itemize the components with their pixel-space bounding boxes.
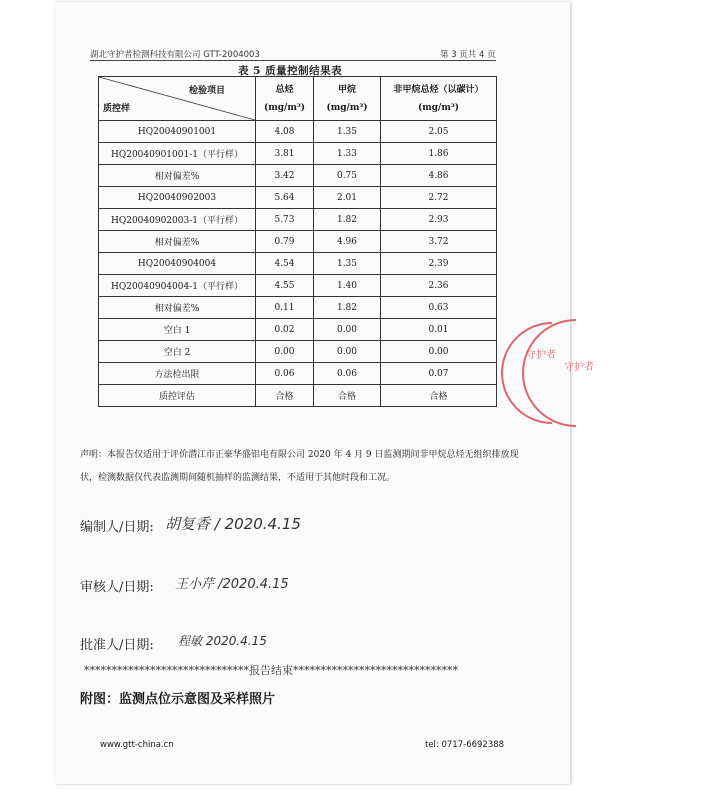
footer-tel: tel: 0717-6692388 bbox=[425, 740, 505, 750]
cell-nmhc: 3.72 bbox=[381, 231, 497, 253]
table-row bbox=[99, 275, 497, 297]
cell-total-hydrocarbon: 4.08 bbox=[256, 121, 314, 143]
cell-methane: 0.75 bbox=[314, 165, 381, 187]
cell-methane: 1.33 bbox=[314, 143, 381, 165]
row-label: 相对偏差% bbox=[99, 297, 256, 319]
header-divider bbox=[90, 60, 496, 61]
attachment-caption: 附图：监测点位示意图及采样照片 bbox=[80, 692, 276, 707]
col-header-unit: (mg/m³) bbox=[417, 102, 460, 113]
seal-stamp-right bbox=[556, 318, 594, 428]
seal-text: 守护者 bbox=[526, 350, 556, 361]
col-header-nmhc bbox=[381, 77, 497, 121]
cell-nmhc: 1.86 bbox=[381, 143, 497, 165]
row-label: HQ20040902003-1（平行样） bbox=[99, 209, 256, 231]
statement-paragraph: 声明：本报告仅适用于评价潜江市正豪华盛铝电有限公司 2020 年 4 月 9 日监测期间非甲烷总烃无组织排放现状，检测数据仅代表监测期间随机抽样的监测结果，不适用于其他时段和工况。 bbox=[80, 450, 519, 483]
table-row bbox=[99, 341, 497, 363]
col-header-name: 甲烷 bbox=[337, 84, 356, 95]
cell-nmhc: 2.93 bbox=[381, 209, 497, 231]
diag-bottom-label: 质控样 bbox=[103, 104, 131, 114]
cell-nmhc: 2.36 bbox=[381, 275, 497, 297]
cell-total-hydrocarbon: 3.81 bbox=[256, 143, 314, 165]
col-header-name: 非甲烷总烃（以碳计） bbox=[393, 84, 484, 95]
table-row bbox=[99, 297, 497, 319]
cell-methane: 0.00 bbox=[314, 341, 381, 363]
cell-nmhc: 合格 bbox=[381, 385, 497, 407]
cell-total-hydrocarbon: 5.73 bbox=[256, 209, 314, 231]
header-company-code: 湖北守护者检测科技有限公司 GTT-2004003 bbox=[90, 50, 260, 60]
col-header-name: 总烃 bbox=[275, 84, 294, 95]
row-label: 空白 1 bbox=[99, 319, 256, 341]
cell-nmhc: 4.86 bbox=[381, 165, 497, 187]
col-header-total-hydrocarbon bbox=[256, 77, 314, 121]
approver-signature: 程敏 2020.4.15 bbox=[178, 634, 267, 648]
cell-nmhc: 0.63 bbox=[381, 297, 497, 319]
cell-methane: 合格 bbox=[314, 385, 381, 407]
col-header-methane bbox=[314, 77, 381, 121]
row-label: HQ20040904004-1（平行样） bbox=[99, 275, 256, 297]
row-label: HQ20040902003 bbox=[99, 187, 256, 209]
reviewer-signature: 王小芹 /2020.4.15 bbox=[175, 577, 289, 592]
row-label: 质控评估 bbox=[99, 385, 256, 407]
table-row bbox=[99, 143, 497, 165]
cell-total-hydrocarbon: 0.06 bbox=[256, 363, 314, 385]
table-row bbox=[99, 319, 497, 341]
cell-total-hydrocarbon: 0.02 bbox=[256, 319, 314, 341]
table-row bbox=[99, 253, 497, 275]
cell-nmhc: 0.07 bbox=[381, 363, 497, 385]
cell-total-hydrocarbon: 0.11 bbox=[256, 297, 314, 319]
header-page-info: 第 3 页共 4 页 bbox=[440, 50, 496, 60]
row-label: 空白 2 bbox=[99, 341, 256, 363]
table-title: 表 5 质量控制结果表 bbox=[238, 65, 343, 77]
compiler-label: 编制人/日期: bbox=[80, 520, 154, 535]
row-label: HQ20040901001 bbox=[99, 121, 256, 143]
row-label: 相对偏差% bbox=[99, 231, 256, 253]
cell-methane: 0.00 bbox=[314, 319, 381, 341]
cell-methane: 4.96 bbox=[314, 231, 381, 253]
reviewer-label: 审核人/日期: bbox=[80, 580, 154, 595]
row-label: 相对偏差% bbox=[99, 165, 256, 187]
table-header-row bbox=[99, 77, 497, 121]
cell-total-hydrocarbon: 0.79 bbox=[256, 231, 314, 253]
cell-total-hydrocarbon: 合格 bbox=[256, 385, 314, 407]
diag-top-label: 检验项目 bbox=[188, 86, 225, 96]
cell-nmhc: 2.05 bbox=[381, 121, 497, 143]
table-row bbox=[99, 363, 497, 385]
cell-methane: 1.35 bbox=[314, 253, 381, 275]
cell-nmhc: 0.00 bbox=[381, 341, 497, 363]
cell-total-hydrocarbon: 4.54 bbox=[256, 253, 314, 275]
cell-nmhc: 0.01 bbox=[381, 319, 497, 341]
cell-total-hydrocarbon: 0.00 bbox=[256, 341, 314, 363]
table-row bbox=[99, 187, 497, 209]
cell-total-hydrocarbon: 4.55 bbox=[256, 275, 314, 297]
row-label: HQ20040904004 bbox=[99, 253, 256, 275]
qc-results-table bbox=[98, 76, 497, 407]
table-row bbox=[99, 165, 497, 187]
col-header-unit: (mg/m³) bbox=[326, 102, 368, 113]
footer-website: www.gtt-china.cn bbox=[100, 740, 174, 750]
table-row bbox=[99, 121, 497, 143]
compiler-signature: 胡复香 / 2020.4.15 bbox=[165, 515, 301, 533]
table-row bbox=[99, 231, 497, 253]
cell-methane: 1.40 bbox=[314, 275, 381, 297]
cell-nmhc: 2.39 bbox=[381, 253, 497, 275]
cell-total-hydrocarbon: 5.64 bbox=[256, 187, 314, 209]
cell-total-hydrocarbon: 3.42 bbox=[256, 165, 314, 187]
row-label: 方法检出限 bbox=[99, 363, 256, 385]
diagonal-header-cell bbox=[99, 77, 256, 121]
seal-text: 守护者 bbox=[564, 362, 594, 373]
seal-stamp-left bbox=[512, 318, 556, 428]
cell-methane: 1.82 bbox=[314, 297, 381, 319]
approver-label: 批准人/日期: bbox=[80, 638, 154, 653]
cell-methane: 1.35 bbox=[314, 121, 381, 143]
cell-methane: 0.06 bbox=[314, 363, 381, 385]
row-label: HQ20040901001-1（平行样） bbox=[99, 143, 256, 165]
report-end-mark: ******************************报告结束****************************** bbox=[84, 664, 458, 677]
cell-methane: 1.82 bbox=[314, 209, 381, 231]
cell-nmhc: 2.72 bbox=[381, 187, 497, 209]
table-row bbox=[99, 209, 497, 231]
cell-methane: 2.01 bbox=[314, 187, 381, 209]
col-header-unit: (mg/m³) bbox=[263, 102, 306, 113]
table-row bbox=[99, 385, 497, 407]
